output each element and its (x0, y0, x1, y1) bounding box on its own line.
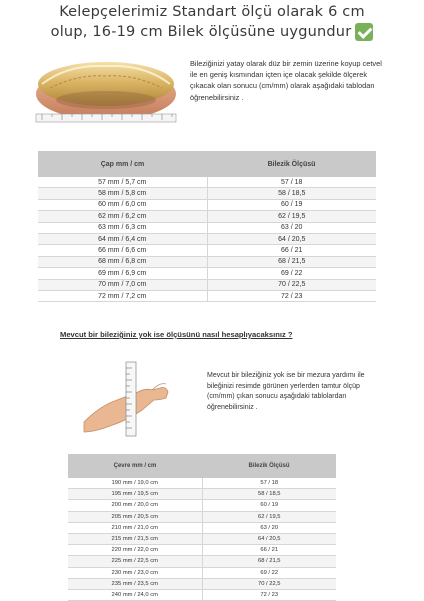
table-cell: 64 / 20,5 (202, 533, 336, 544)
table-cell: 220 mm / 22,0 cm (68, 545, 202, 556)
table-cell: 190 mm / 19,0 cm (68, 478, 202, 489)
table-cell: 64 mm / 6,4 cm (38, 233, 207, 244)
table-cell: 72 / 23 (207, 290, 376, 301)
size-headline (0, 0, 424, 44)
table-cell: 63 / 20 (207, 222, 376, 233)
table-cell: 63 / 20 (202, 522, 336, 533)
table-cell: 66 mm / 6,6 cm (38, 245, 207, 256)
ruler (36, 114, 176, 122)
table-cell: 205 mm / 20,5 cm (68, 511, 202, 522)
column-header-circumference: Çevre mm / cm (68, 454, 202, 478)
table-row (38, 279, 376, 290)
table-cell: 62 / 19,5 (202, 511, 336, 522)
table-row (68, 500, 336, 511)
table-row (68, 589, 336, 600)
table-row (68, 522, 336, 533)
table-row (38, 188, 376, 199)
table-row (68, 511, 336, 522)
measuring-tape (126, 362, 136, 436)
table-cell: 240 mm / 24,0 cm (68, 589, 202, 600)
wrist-measure-illustration (80, 352, 190, 438)
table-cell: 70 mm / 7,0 cm (38, 279, 207, 290)
table-cell: 225 mm / 22,5 cm (68, 556, 202, 567)
table-row (38, 199, 376, 210)
column-header-size: Bilezik Ölçüsü (202, 454, 336, 478)
table-cell: 66 / 21 (207, 245, 376, 256)
table-cell: 60 / 19 (202, 500, 336, 511)
table-row (38, 268, 376, 279)
circumference-size-table (68, 454, 336, 601)
table-cell: 70 / 22,5 (207, 279, 376, 290)
table-cell: 68 mm / 6,8 cm (38, 256, 207, 267)
table-cell: 60 / 19 (207, 199, 376, 210)
bracelet-measure-text: Bileziğinizi yatay olarak düz bir zemin üzerine koyup cetvel ile en geniş kısmından içten içe olacak şekilde ölçerek çıkacak olan sonucu (cm/mm) olarak aşağıdaki tablodan öğrenebilirsiniz . (190, 59, 382, 102)
table-row (38, 233, 376, 244)
table-row (38, 211, 376, 222)
table-row (68, 545, 336, 556)
table-cell: 58 / 18,5 (207, 188, 376, 199)
table-cell: 58 / 18,5 (202, 489, 336, 500)
table-row (68, 533, 336, 544)
table-cell: 68 / 21,5 (202, 556, 336, 567)
table-row (68, 556, 336, 567)
table-row (38, 222, 376, 233)
table-cell: 72 / 23 (202, 589, 336, 600)
table-row (38, 245, 376, 256)
headline-line-2: olup, 16-19 cm Bilek ölçüsüne uygundur (50, 24, 352, 40)
headline-line-1: Kelepçelerimiz Standart ölçü olarak 6 cm (59, 4, 365, 20)
column-header-diameter: Çap mm / cm (38, 151, 207, 177)
table-cell: 68 / 21,5 (207, 256, 376, 267)
table-cell: 63 mm / 6,3 cm (38, 222, 207, 233)
diameter-size-table (38, 151, 376, 302)
table-row (68, 567, 336, 578)
table-row (68, 478, 336, 489)
table-row (38, 290, 376, 301)
table-cell: 72 mm / 7,2 cm (38, 290, 207, 301)
table-cell: 215 mm / 21,5 cm (68, 533, 202, 544)
table-cell: 66 / 21 (202, 545, 336, 556)
bracelet-measure-illustration (28, 54, 184, 132)
table-row (68, 578, 336, 589)
table-cell: 230 mm / 23,0 cm (68, 567, 202, 578)
table-cell: 69 / 22 (207, 268, 376, 279)
table-row (38, 256, 376, 267)
table-cell: 200 mm / 20,0 cm (68, 500, 202, 511)
table-row (38, 177, 376, 188)
table-cell: 69 / 22 (202, 567, 336, 578)
table-cell: 62 mm / 6,2 cm (38, 211, 207, 222)
wrist-measure-text: Mevcut bir bileziğiniz yok ise bir mezura yardımı ile bileğinizi resimde görünen yerlerden tamtur ölçüp (cm/mm) çıkan sonucu aşağıdaki tablolardan öğrenebilirsiniz . (207, 372, 365, 411)
table-cell: 57 mm / 5,7 cm (38, 177, 207, 188)
table-cell: 57 / 18 (207, 177, 376, 188)
check-mark-icon (355, 23, 373, 41)
column-header-size: Bilezik Ölçüsü (207, 151, 376, 177)
table-row (68, 489, 336, 500)
table-cell: 64 / 20,5 (207, 233, 376, 244)
table-cell: 210 mm / 21,0 cm (68, 522, 202, 533)
table-cell: 195 mm / 19,5 cm (68, 489, 202, 500)
table-cell: 60 mm / 6,0 cm (38, 199, 207, 210)
no-bracelet-question: Mevcut bir bileziğiniz yok ise ölçüsünü nasıl hesaplıyacaksınız ? (60, 330, 293, 339)
table-cell: 235 mm / 23,5 cm (68, 578, 202, 589)
table-cell: 58 mm / 5,8 cm (38, 188, 207, 199)
table-cell: 62 / 19,5 (207, 211, 376, 222)
table-cell: 69 mm / 6,9 cm (38, 268, 207, 279)
table-cell: 70 / 22,5 (202, 578, 336, 589)
table-cell: 57 / 18 (202, 478, 336, 489)
